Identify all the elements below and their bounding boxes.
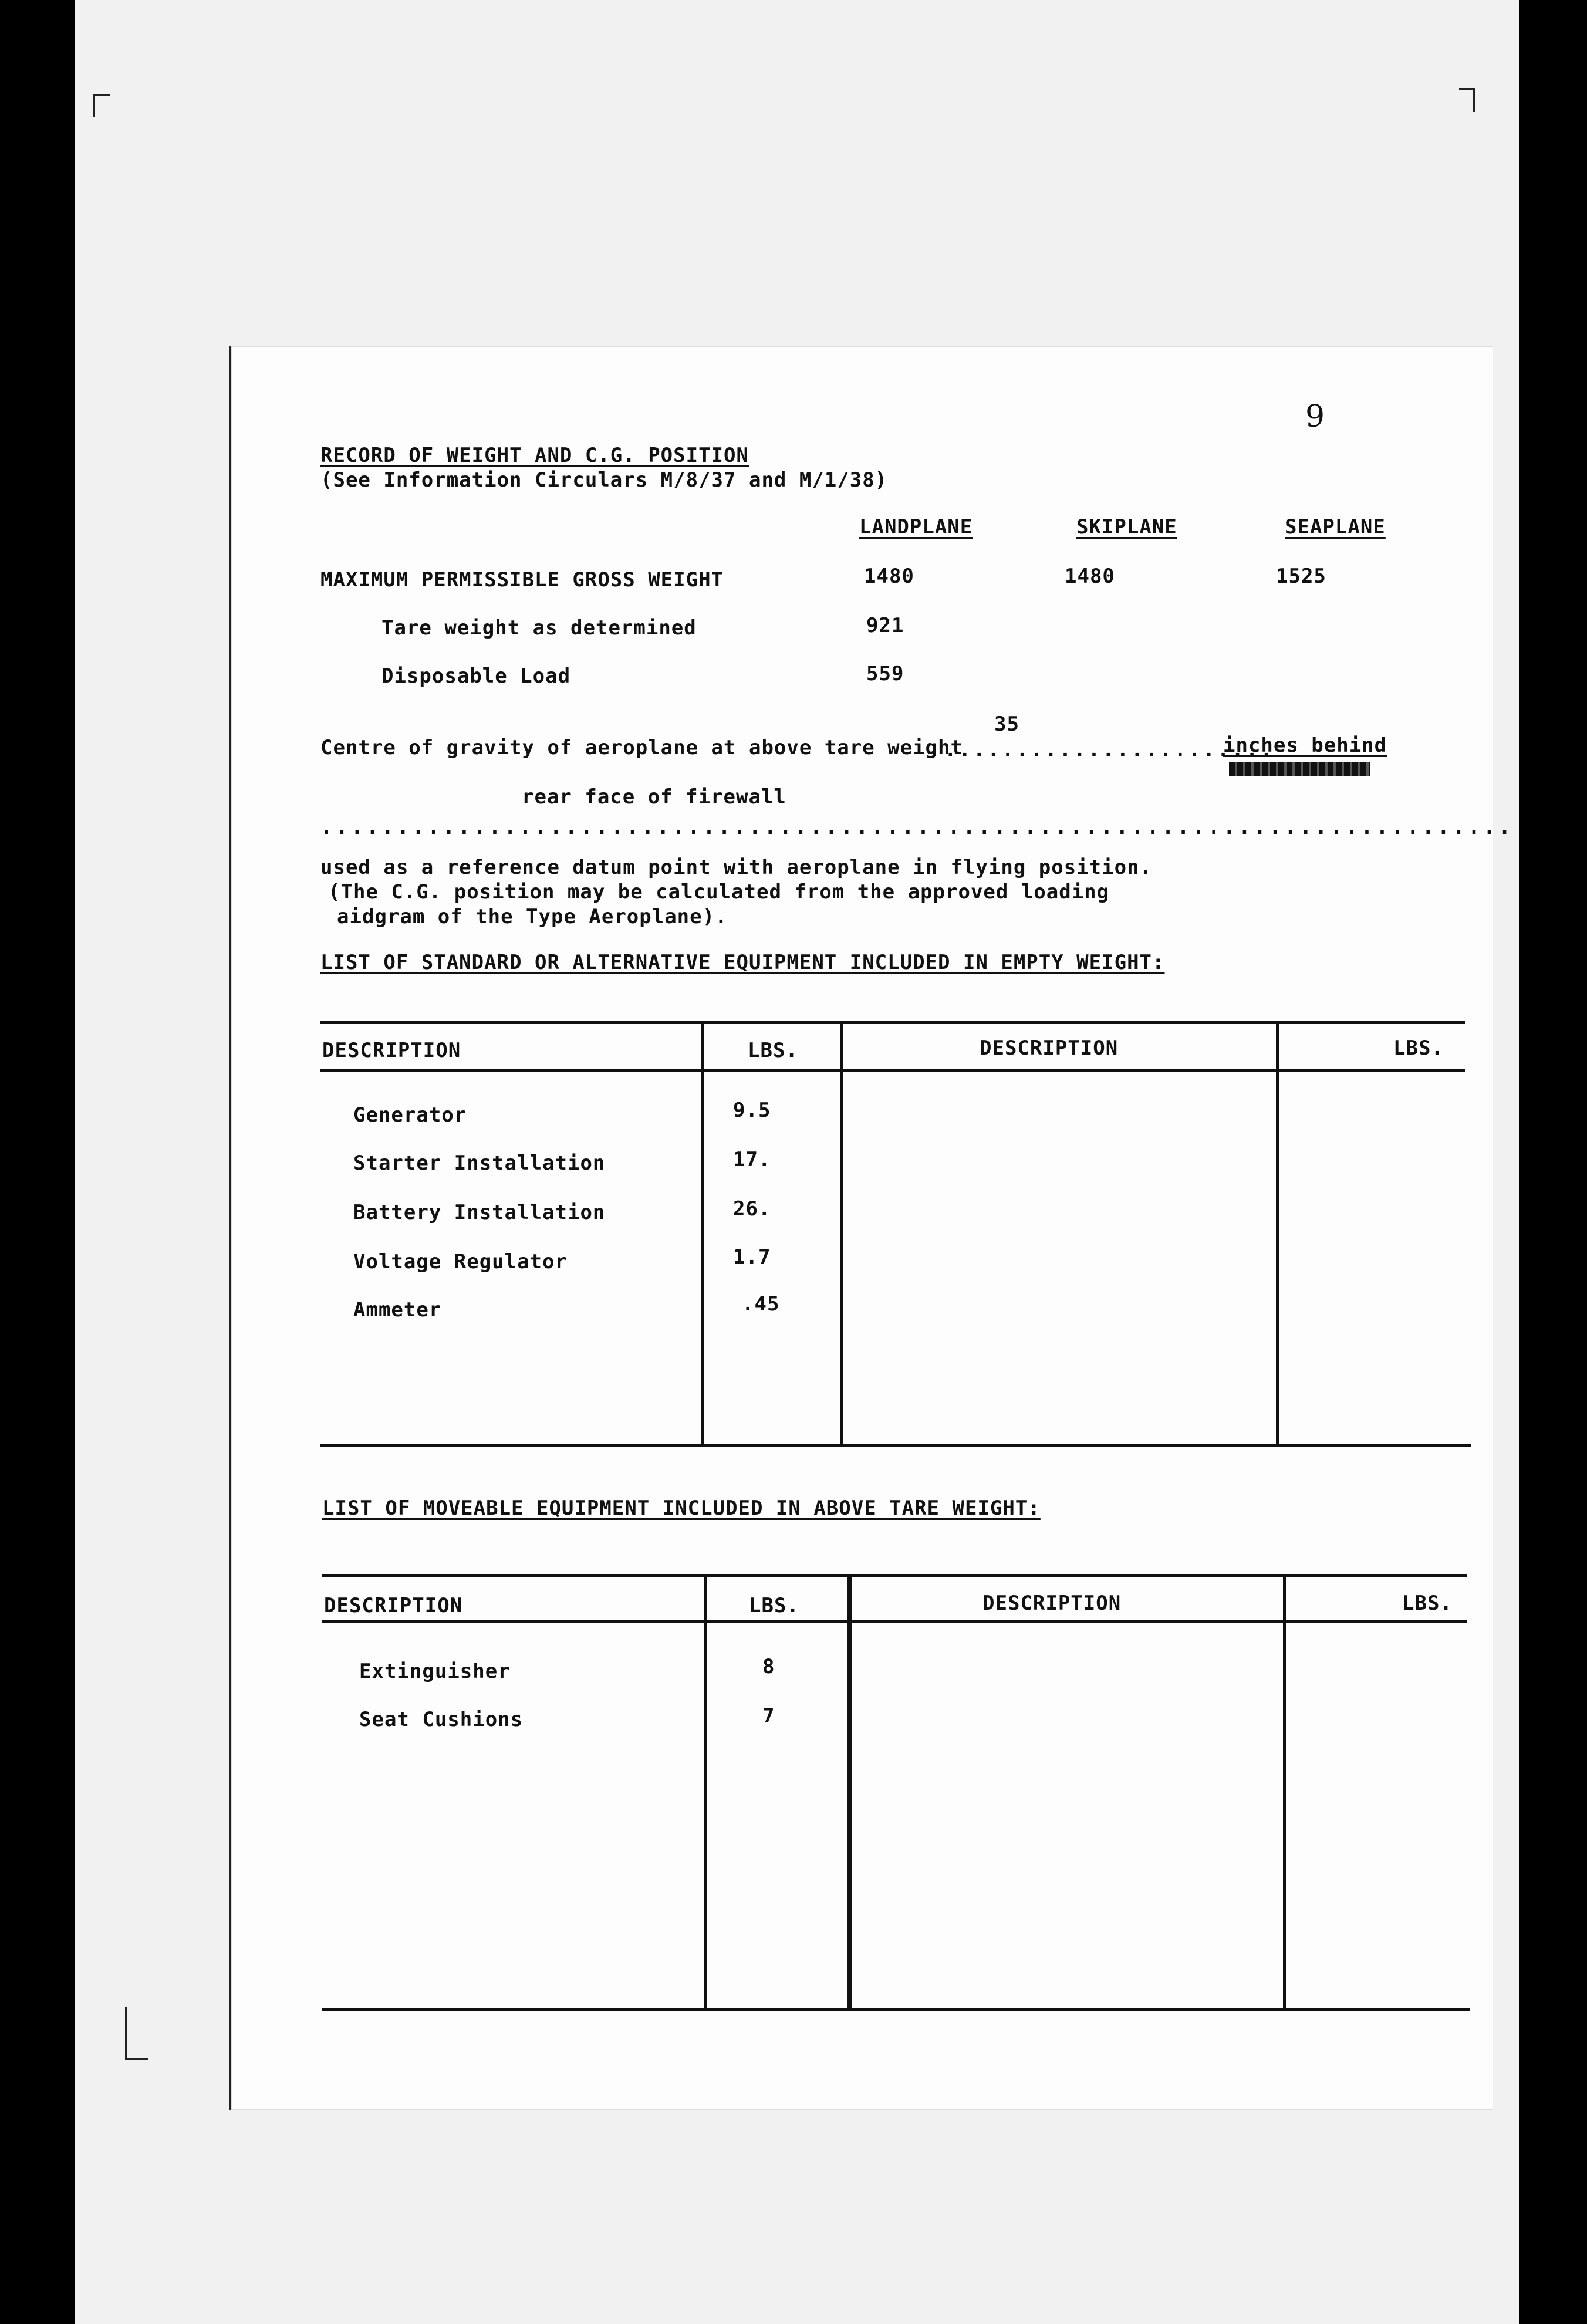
mov-item-lbs: 7 <box>762 1704 775 1728</box>
std-item-description: Starter Installation <box>353 1151 606 1175</box>
std-item-lbs: 9.5 <box>733 1099 771 1122</box>
cg-value: 35 <box>994 712 1019 736</box>
struck-out-text <box>1229 762 1370 776</box>
column-seaplane: SEAPLANE <box>1285 515 1386 539</box>
mov-header-description-2: DESCRIPTION <box>982 1592 1122 1615</box>
std-item-lbs: 1.7 <box>733 1245 771 1269</box>
cg-statement: Centre of gravity of aeroplane at above tare weight <box>320 736 963 759</box>
tare-weight-label: Tare weight as determined <box>381 616 697 640</box>
datum-leader-dots: .............................................................................. <box>320 816 1514 839</box>
max-gross-weight-seaplane: 1525 <box>1276 565 1326 588</box>
standard-equipment-title: LIST OF STANDARD OR ALTERNATIVE EQUIPMENT INCLUDED IN EMPTY WEIGHT: <box>320 951 1165 974</box>
mov-item-lbs: 8 <box>762 1655 775 1678</box>
crop-mark <box>93 94 95 117</box>
cg-unit: inches behind <box>1223 734 1387 757</box>
std-header-lbs-2: LBS. <box>1393 1036 1444 1060</box>
mov-item-description: Seat Cushions <box>359 1708 524 1731</box>
tare-weight-landplane: 921 <box>866 614 904 637</box>
std-item-lbs: 17. <box>733 1148 771 1171</box>
cg-reference-text: used as a reference datum point with aeroplane in flying position. <box>320 856 1153 879</box>
std-header-lbs-1: LBS. <box>748 1039 798 1062</box>
max-gross-weight-label: MAXIMUM PERMISSIBLE GROSS WEIGHT <box>320 568 724 592</box>
std-item-description: Voltage Regulator <box>353 1250 568 1274</box>
max-gross-weight-landplane: 1480 <box>864 565 914 588</box>
column-landplane: LANDPLANE <box>859 515 973 539</box>
std-item-description: Ammeter <box>353 1298 442 1322</box>
crop-mark <box>125 2007 127 2060</box>
table-rule-header <box>320 1069 1465 1072</box>
mov-header-description-1: DESCRIPTION <box>324 1594 463 1617</box>
table-rule-top <box>322 1574 1467 1577</box>
cg-leader-dots: ....................... <box>944 738 1275 762</box>
crop-mark <box>1473 88 1475 112</box>
mov-header-lbs-2: LBS. <box>1402 1592 1453 1615</box>
table-divider <box>704 1574 707 2011</box>
table-rule-bottom <box>322 2008 1470 2011</box>
crop-mark <box>125 2058 148 2060</box>
document-subtitle: (See Information Circulars M/8/37 and M/1/38) <box>320 468 888 492</box>
cg-note-line-2: aidgram of the Type Aeroplane). <box>337 905 728 928</box>
std-item-description: Battery Installation <box>353 1201 606 1224</box>
table-divider <box>701 1021 704 1446</box>
document-sheet <box>229 346 1514 2110</box>
crop-mark <box>1459 88 1475 90</box>
disposable-load-label: Disposable Load <box>381 664 571 688</box>
table-rule-header <box>322 1620 1467 1623</box>
table-divider <box>1276 1021 1279 1446</box>
table-rule-top <box>320 1021 1465 1024</box>
column-skiplane: SKIPLANE <box>1076 515 1177 539</box>
moveable-equipment-title: LIST OF MOVEABLE EQUIPMENT INCLUDED IN ABOVE TARE WEIGHT: <box>322 1497 1041 1520</box>
std-header-description-2: DESCRIPTION <box>980 1036 1119 1060</box>
std-item-description: Generator <box>353 1103 467 1127</box>
disposable-load-landplane: 559 <box>866 662 904 685</box>
document-title: RECORD OF WEIGHT AND C.G. POSITION <box>320 444 749 467</box>
table-divider <box>1283 1574 1286 2011</box>
mov-header-lbs-1: LBS. <box>749 1594 799 1617</box>
mov-item-description: Extinguisher <box>359 1660 511 1683</box>
std-item-lbs: .45 <box>742 1292 780 1316</box>
crop-mark <box>93 94 110 96</box>
std-header-description-1: DESCRIPTION <box>322 1039 461 1062</box>
table-divider <box>840 1021 843 1446</box>
cg-note-line-1: (The C.G. position may be calculated from the approved loading <box>328 880 1110 904</box>
std-item-lbs: 26. <box>733 1197 771 1221</box>
table-rule-bottom <box>320 1444 1471 1447</box>
page-number: 9 <box>1305 399 1325 434</box>
max-gross-weight-skiplane: 1480 <box>1065 565 1115 588</box>
cg-datum: rear face of firewall <box>522 785 786 809</box>
table-divider <box>847 1574 852 2011</box>
